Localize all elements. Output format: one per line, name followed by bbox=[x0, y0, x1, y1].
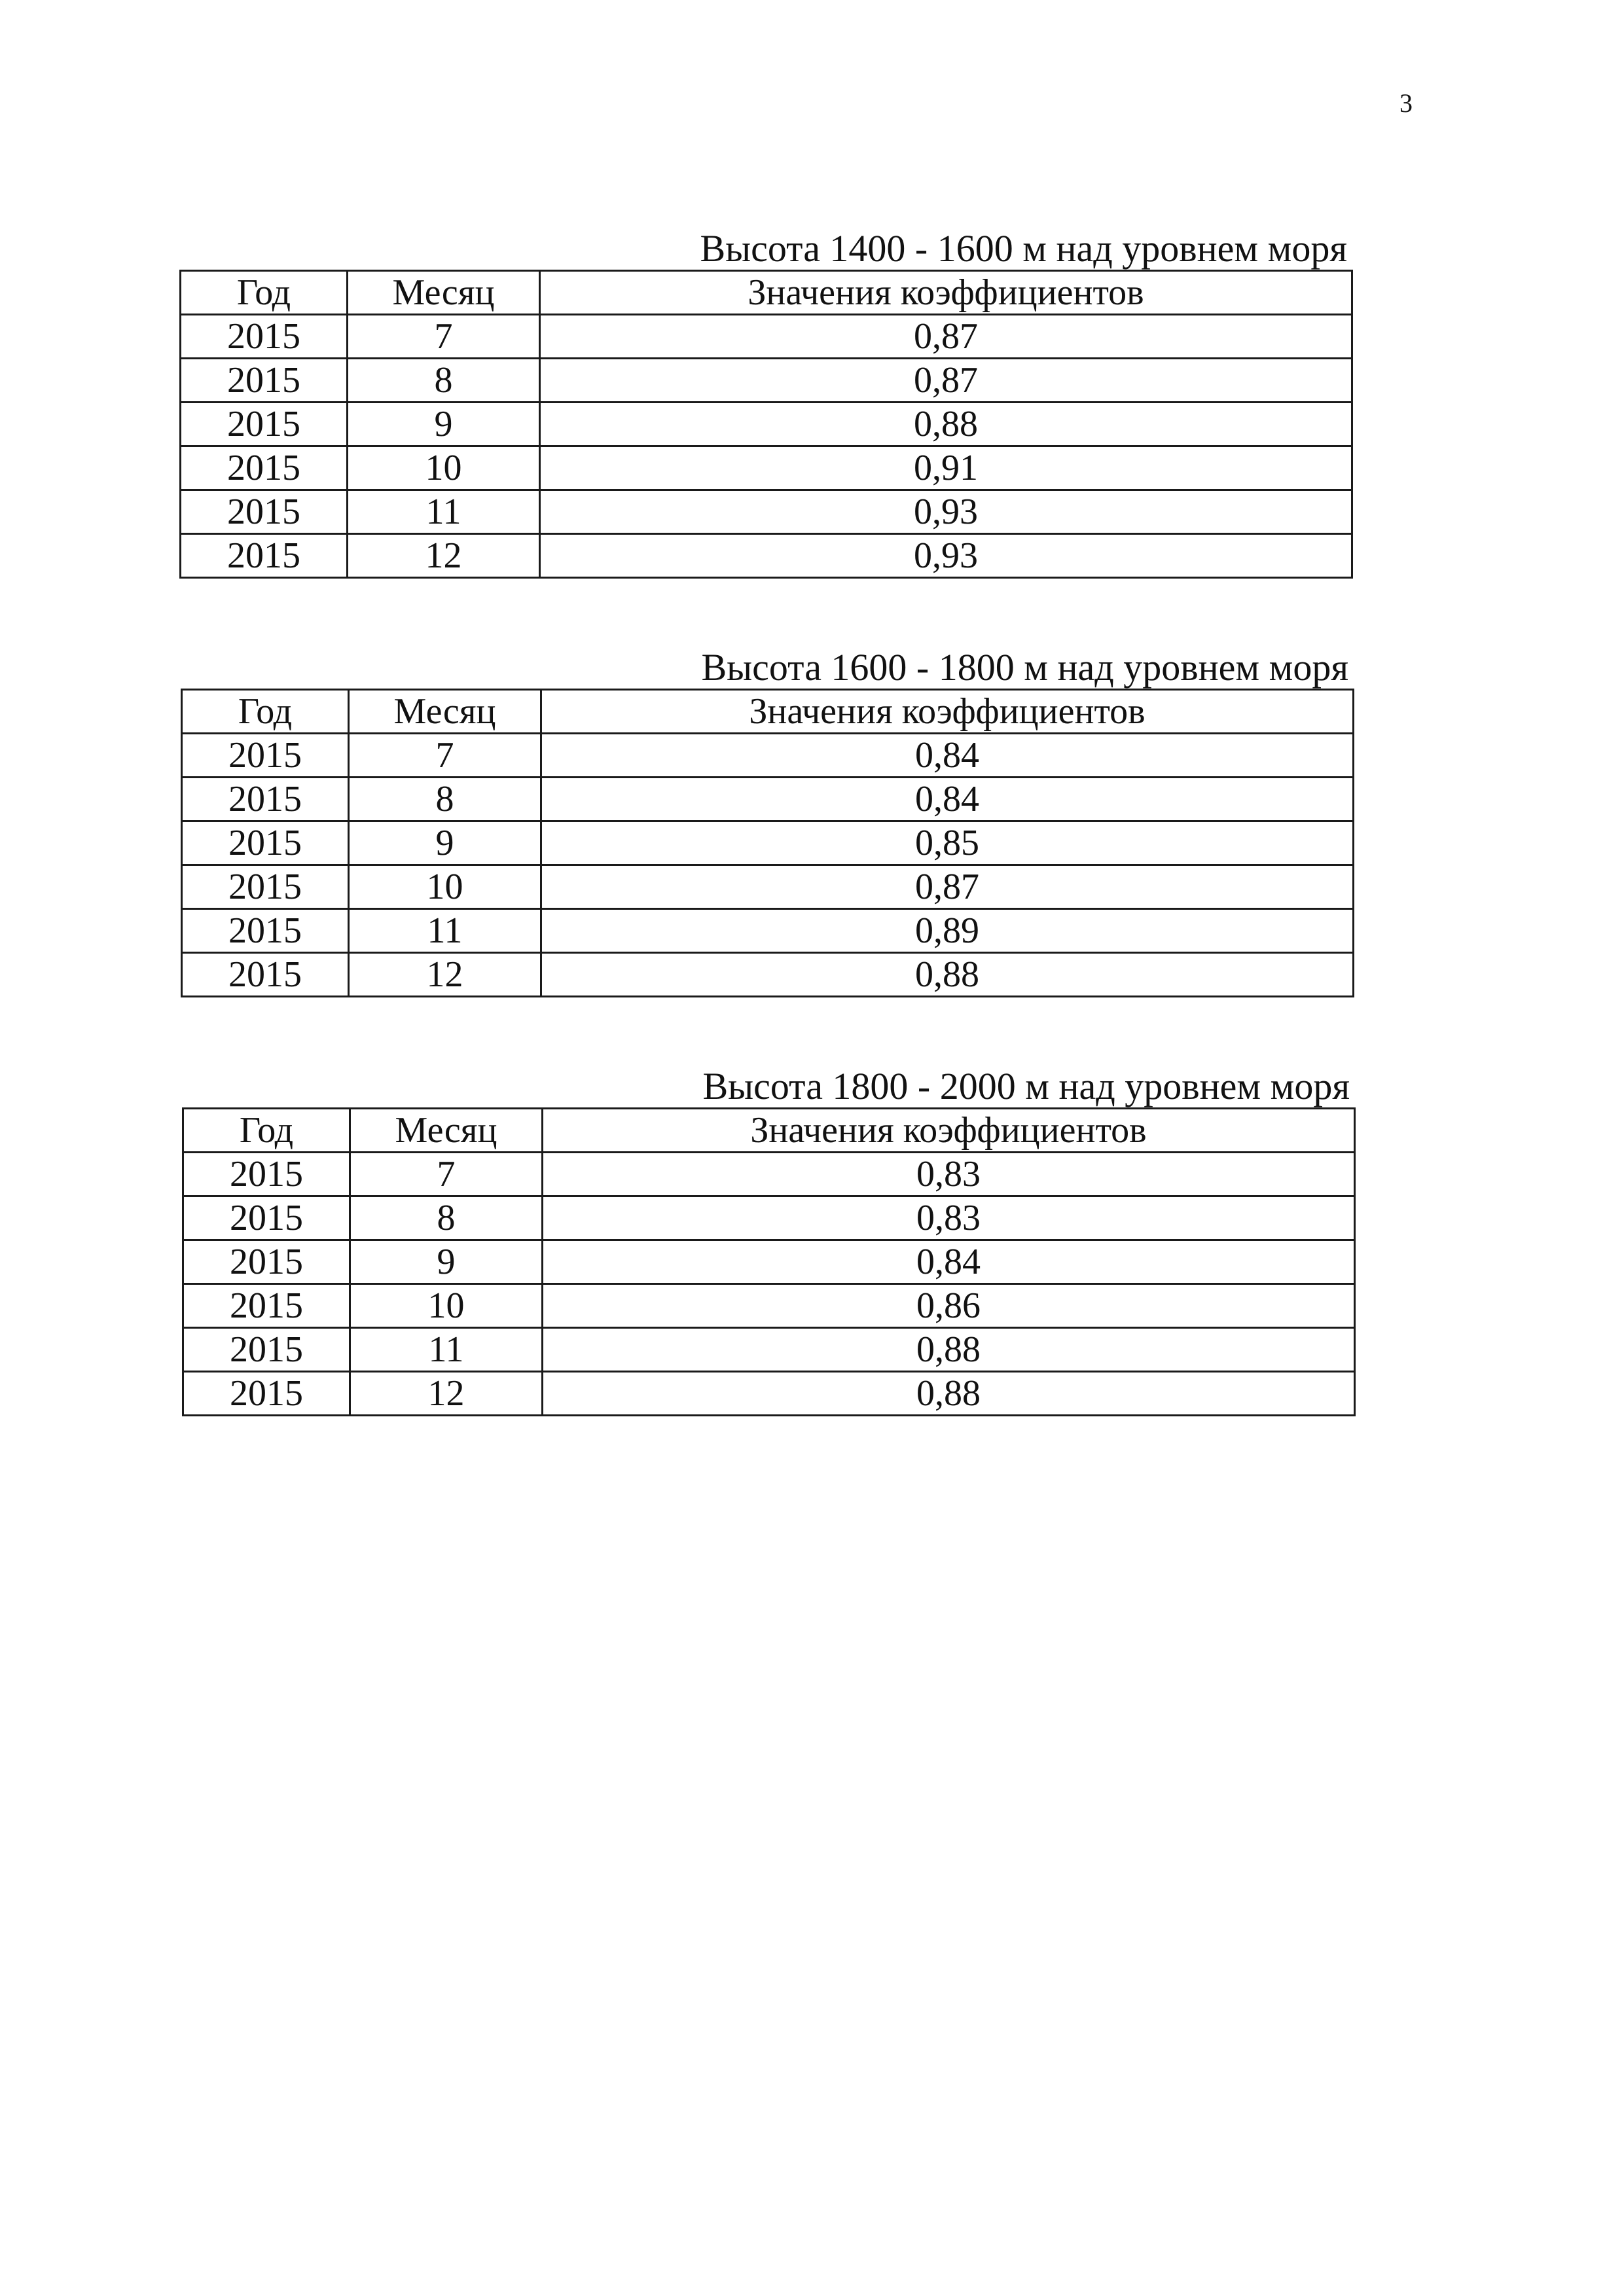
year-cell: 2015 bbox=[181, 446, 348, 490]
value-cell: 0,83 bbox=[543, 1153, 1355, 1196]
year-cell: 2015 bbox=[183, 1153, 350, 1196]
column-header-value: Значения коэффициентов bbox=[540, 271, 1352, 315]
table-caption: Высота 1800 - 2000 м над уровнем моря bbox=[702, 1065, 1350, 1107]
table-section-2 bbox=[181, 647, 1352, 997]
year-cell: 2015 bbox=[183, 1196, 350, 1240]
table-row bbox=[181, 534, 1352, 578]
year-cell: 2015 bbox=[182, 734, 349, 778]
table-row bbox=[181, 315, 1352, 359]
month-cell: 11 bbox=[350, 1328, 543, 1372]
year-cell: 2015 bbox=[181, 534, 348, 578]
year-cell: 2015 bbox=[182, 953, 349, 997]
value-cell: 0,88 bbox=[543, 1372, 1355, 1416]
month-cell: 7 bbox=[348, 315, 540, 359]
year-cell: 2015 bbox=[181, 315, 348, 359]
column-header-month: Месяц bbox=[349, 690, 541, 734]
table-row bbox=[181, 403, 1352, 446]
table-caption: Высота 1600 - 1800 м над уровнем моря bbox=[701, 646, 1348, 689]
month-cell: 7 bbox=[350, 1153, 543, 1196]
table-row bbox=[183, 1153, 1355, 1196]
value-cell: 0,93 bbox=[540, 490, 1352, 534]
column-header-year: Год bbox=[183, 1109, 350, 1153]
value-cell: 0,87 bbox=[541, 865, 1354, 909]
month-cell: 10 bbox=[349, 865, 541, 909]
coefficients-table bbox=[179, 270, 1353, 579]
month-cell: 8 bbox=[348, 359, 540, 403]
value-cell: 0,86 bbox=[543, 1284, 1355, 1328]
table-row bbox=[182, 821, 1354, 865]
table-row bbox=[183, 1196, 1355, 1240]
year-cell: 2015 bbox=[181, 359, 348, 403]
month-cell: 8 bbox=[350, 1196, 543, 1240]
value-cell: 0,88 bbox=[543, 1328, 1355, 1372]
table-row bbox=[182, 778, 1354, 821]
page-number: 3 bbox=[1399, 88, 1413, 118]
table-header-row bbox=[182, 690, 1354, 734]
value-cell: 0,93 bbox=[540, 534, 1352, 578]
month-cell: 9 bbox=[348, 403, 540, 446]
year-cell: 2015 bbox=[182, 865, 349, 909]
table-row bbox=[181, 446, 1352, 490]
column-header-value: Значения коэффициентов bbox=[543, 1109, 1355, 1153]
month-cell: 12 bbox=[349, 953, 541, 997]
column-header-month: Месяц bbox=[348, 271, 540, 315]
table-row bbox=[183, 1372, 1355, 1416]
table-row bbox=[183, 1328, 1355, 1372]
column-header-value: Значения коэффициентов bbox=[541, 690, 1354, 734]
year-cell: 2015 bbox=[183, 1372, 350, 1416]
column-header-year: Год bbox=[182, 690, 349, 734]
year-cell: 2015 bbox=[183, 1328, 350, 1372]
month-cell: 7 bbox=[349, 734, 541, 778]
month-cell: 9 bbox=[350, 1240, 543, 1284]
value-cell: 0,85 bbox=[541, 821, 1354, 865]
table-section-1 bbox=[179, 228, 1351, 579]
year-cell: 2015 bbox=[181, 403, 348, 446]
value-cell: 0,91 bbox=[540, 446, 1352, 490]
table-row bbox=[183, 1284, 1355, 1328]
month-cell: 11 bbox=[348, 490, 540, 534]
coefficients-table bbox=[182, 1107, 1356, 1416]
table-section-3 bbox=[182, 1066, 1354, 1416]
value-cell: 0,89 bbox=[541, 909, 1354, 953]
year-cell: 2015 bbox=[182, 778, 349, 821]
month-cell: 10 bbox=[348, 446, 540, 490]
value-cell: 0,84 bbox=[543, 1240, 1355, 1284]
year-cell: 2015 bbox=[183, 1284, 350, 1328]
table-row bbox=[181, 359, 1352, 403]
table-row bbox=[182, 734, 1354, 778]
table-row bbox=[182, 909, 1354, 953]
year-cell: 2015 bbox=[182, 821, 349, 865]
column-header-month: Месяц bbox=[350, 1109, 543, 1153]
month-cell: 12 bbox=[350, 1372, 543, 1416]
month-cell: 11 bbox=[349, 909, 541, 953]
value-cell: 0,83 bbox=[543, 1196, 1355, 1240]
year-cell: 2015 bbox=[181, 490, 348, 534]
value-cell: 0,84 bbox=[541, 778, 1354, 821]
table-caption: Высота 1400 - 1600 м над уровнем моря bbox=[700, 227, 1347, 270]
month-cell: 8 bbox=[349, 778, 541, 821]
month-cell: 10 bbox=[350, 1284, 543, 1328]
value-cell: 0,88 bbox=[540, 403, 1352, 446]
table-header-row bbox=[183, 1109, 1355, 1153]
value-cell: 0,87 bbox=[540, 315, 1352, 359]
table-row bbox=[182, 953, 1354, 997]
value-cell: 0,84 bbox=[541, 734, 1354, 778]
table-row bbox=[181, 490, 1352, 534]
value-cell: 0,87 bbox=[540, 359, 1352, 403]
month-cell: 9 bbox=[349, 821, 541, 865]
value-cell: 0,88 bbox=[541, 953, 1354, 997]
table-header-row bbox=[181, 271, 1352, 315]
column-header-year: Год bbox=[181, 271, 348, 315]
year-cell: 2015 bbox=[182, 909, 349, 953]
coefficients-table bbox=[181, 689, 1354, 997]
table-row bbox=[182, 865, 1354, 909]
month-cell: 12 bbox=[348, 534, 540, 578]
table-row bbox=[183, 1240, 1355, 1284]
year-cell: 2015 bbox=[183, 1240, 350, 1284]
